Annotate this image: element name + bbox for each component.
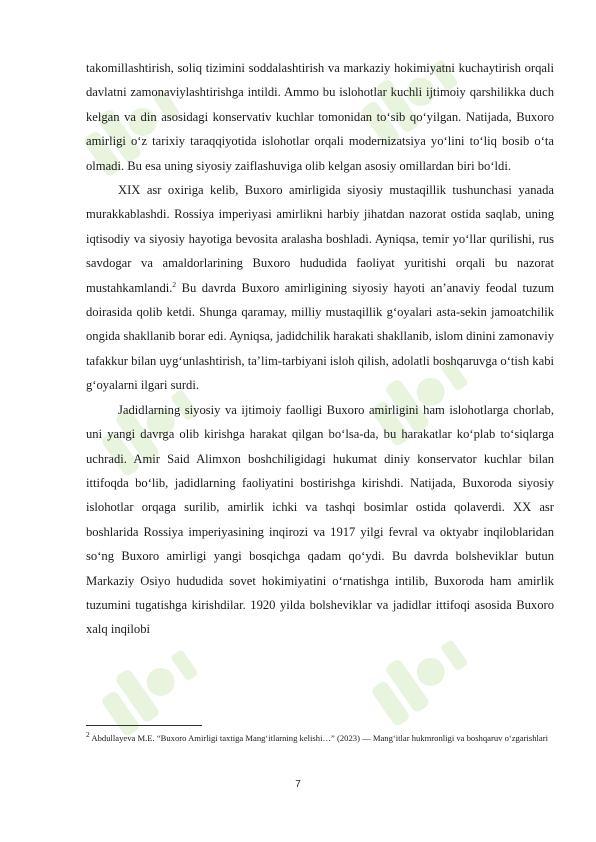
paragraph-2-continuation: Bu davrda Buxoro amirligining siyosiy hayoti an’anaviy feodal tuzum doirasida qolib ketdi. Shunga qaramay, milliy mustaqillik g‘oyalari asta-sekin jamoatchilik ongida shakllanib borar edi. Ayniqsa, jadidchilik harakati shakllanib, islom dinini zamonaviy tafakkur bilan uyg‘unlashtirish, ta’lim-tarbiyani isloh qilish, adolatli boshqaruvga o‘tish kabi g‘oyalarni ilgari surdi. xyxy=(86,280,554,393)
footnote-marker: 2 xyxy=(86,730,90,740)
page-number: 7 xyxy=(295,779,301,790)
footnote-text: Abdullayeva M.E. “Buxoro Amirligi taxtiga Mang‘itlarning kelishi…” (2023) — Mang‘itlar hukmronligi va boshqaruv o‘zgarishlari xyxy=(89,733,548,743)
footnote-reference: 2 xyxy=(172,279,177,289)
footnote-divider xyxy=(86,725,202,726)
paragraph-1: takomillashtirish, soliq tizimini soddalashtirish va markaziy hokimiyatni kuchaytirish orqali davlatni zamonaviylashtirishga intildi. Ammo bu islohotlar kuchli ijtimoiy qarshilikka duch kelgan va din asosidagi konservativ kuchlar tomonidan to‘sib qo‘yilgan. Natijada, Buxoro amirligi o‘z tarixiy taraqqiyotida islohotlar orqali modernizatsiya yo‘lini to‘liq bosib o‘ta olmadi. Bu esa uning siyosiy zaiflashuviga olib kelgan asosiy omillardan biri bo‘ldi. xyxy=(86,61,554,173)
body-text xyxy=(86,56,554,642)
footnote xyxy=(86,731,554,746)
paragraph-2 xyxy=(86,178,554,398)
paragraph-3: Jadidlarning siyosiy va ijtimoiy faolligi Buxoro amirligini ham islohotlarga chorlab, uni yangi davrga olib kirishga harakat qilgan bo‘lsa-da, bu harakatlar ko‘plab to‘siqlarga uchradi. Amir Said Alimxon boshchiligidagi hukumat diniy konservator kuchlar bilan ittifoqda bo‘lib, jadidlarning faoliyatini bostirishga kirishdi. Natijada, Buxoroda siyosiy islohotlar orqaga surilib, amirlik ichki va tashqi bosimlar ostida qolaverdi. XX asr boshlarida Rossiya imperiyasining inqirozi va 1917 yilgi fevral va oktyabr inqiloblaridan so‘ng Buxoro amirligi yangi bosqichga qadam qo‘ydi. Bu davrda bolsheviklar butun Markaziy Osiyo hududida sovet hokimiyatini o‘rnatishga intilib, Buxoroda ham amirlik tuzumini tugatishga kirishdilar. 1920 yilda bolsheviklar va jadidlar ittifoqi asosida Buxoro xalq inqilobi xyxy=(86,402,554,637)
paragraph-2-text: XIX asr oxiriga kelib, Buxoro amirligida siyosiy mustaqillik tushunchasi yanada murakkablashdi. Rossiya imperiyasi amirlikni harbiy jihatdan nazorat ostida saqlab, uning iqtisodiy va siyosiy hayotiga bevosita aralasha boshladi. Ayniqsa, temir yo‘llar qurilishi, rus savdogar va amaldorlarining Buxoro hududida faoliyat yuritishi orqali bu nazorat mustahkamlandi. xyxy=(86,183,554,295)
